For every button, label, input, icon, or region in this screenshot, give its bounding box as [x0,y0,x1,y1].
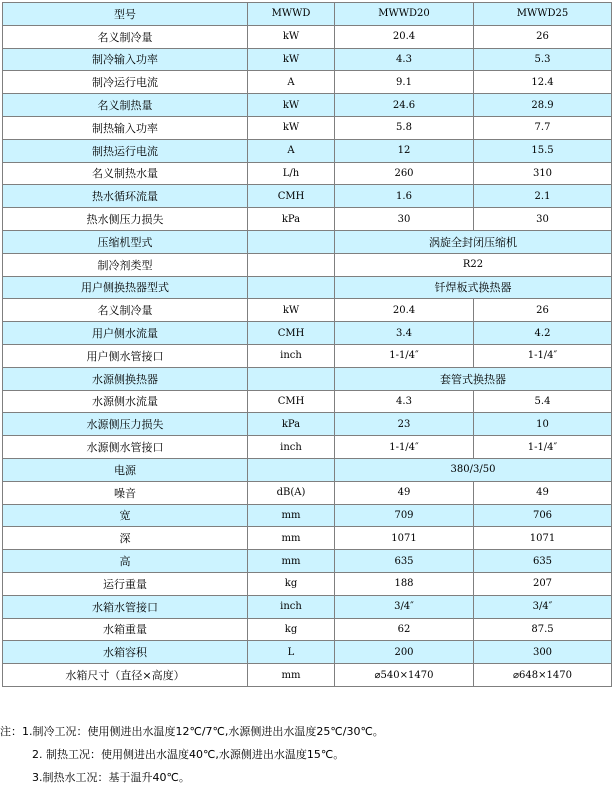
cell-mwwd25: 1-1/4″ [474,344,612,367]
cell-unit [248,276,335,299]
cell-merged-value: 涡旋全封闭压缩机 [335,230,612,253]
notes [0,720,384,789]
cell-unit: MWWD [248,3,335,26]
cell-mwwd20: 200 [335,641,474,664]
table-row [3,344,612,367]
cell-mwwd20: 30 [335,208,474,231]
cell-unit: mm [248,664,335,687]
cell-mwwd20: 4.3 [335,390,474,413]
cell-mwwd20: 24.6 [335,94,474,117]
cell-mwwd25: 2.1 [474,185,612,208]
table-row [3,48,612,71]
table-row [3,3,612,26]
cell-mwwd20: 23 [335,413,474,436]
cell-label: 宽 [3,504,248,527]
cell-label: 水源侧水管接口 [3,436,248,459]
cell-mwwd25: MWWD25 [474,3,612,26]
cell-mwwd25: 26 [474,25,612,48]
cell-label: 水箱尺寸（直径×高度） [3,664,248,687]
table-row [3,595,612,618]
cell-mwwd25: 10 [474,413,612,436]
cell-unit: A [248,71,335,94]
cell-mwwd20: 49 [335,481,474,504]
table-row [3,322,612,345]
cell-mwwd25: 1071 [474,527,612,550]
cell-mwwd20: 20.4 [335,299,474,322]
cell-mwwd20: 4.3 [335,48,474,71]
table-row [3,504,612,527]
table-row [3,116,612,139]
spec-table-body [3,3,612,687]
cell-unit: kW [248,116,335,139]
cell-label: 高 [3,550,248,573]
table-row [3,413,612,436]
cell-unit: CMH [248,185,335,208]
cell-label: 名义制冷量 [3,25,248,48]
cell-unit: CMH [248,390,335,413]
table-row [3,253,612,276]
table-row [3,276,612,299]
cell-unit: kPa [248,413,335,436]
spec-table [2,2,612,687]
cell-unit: kW [248,299,335,322]
cell-label: 制冷输入功率 [3,48,248,71]
cell-mwwd20: 1.6 [335,185,474,208]
cell-mwwd25: 3/4″ [474,595,612,618]
cell-merged-value: 套管式换热器 [335,367,612,390]
cell-label: 名义制热水量 [3,162,248,185]
cell-mwwd20: MWWD20 [335,3,474,26]
cell-mwwd25: 28.9 [474,94,612,117]
cell-label: 水源侧换热器 [3,367,248,390]
cell-mwwd20: 1-1/4″ [335,344,474,367]
cell-unit: mm [248,550,335,573]
cell-mwwd25: 49 [474,481,612,504]
cell-mwwd20: 20.4 [335,25,474,48]
table-row [3,208,612,231]
cell-label: 热水循环流量 [3,185,248,208]
cell-label: 用户侧换热器型式 [3,276,248,299]
cell-unit: inch [248,344,335,367]
table-row [3,390,612,413]
cell-merged-value: 380/3/50 [335,458,612,481]
cell-unit: mm [248,504,335,527]
cell-unit: A [248,139,335,162]
cell-mwwd20: 1071 [335,527,474,550]
cell-mwwd25: 87.5 [474,618,612,641]
note-3: 3.制热水工况：基于温升40℃。 [32,771,190,784]
table-row [3,71,612,94]
table-row [3,162,612,185]
cell-unit: L [248,641,335,664]
cell-label: 水箱水管接口 [3,595,248,618]
cell-mwwd25: 5.3 [474,48,612,71]
cell-unit: kW [248,25,335,48]
cell-mwwd20: 3/4″ [335,595,474,618]
cell-mwwd25: 15.5 [474,139,612,162]
table-row [3,139,612,162]
cell-label: 名义制冷量 [3,299,248,322]
cell-mwwd20: 3.4 [335,322,474,345]
cell-label: 名义制热量 [3,94,248,117]
cell-unit: mm [248,527,335,550]
cell-mwwd25: 7.7 [474,116,612,139]
cell-mwwd25: 26 [474,299,612,322]
table-row [3,94,612,117]
cell-mwwd25: 300 [474,641,612,664]
table-row [3,527,612,550]
table-row [3,572,612,595]
table-row [3,25,612,48]
cell-label: 噪音 [3,481,248,504]
table-row [3,664,612,687]
note-2: 2. 制热工况：使用侧进出水温度40℃,水源侧进出水温度15℃。 [32,748,345,761]
table-row [3,481,612,504]
cell-unit [248,458,335,481]
table-row [3,436,612,459]
cell-mwwd20: ⌀540×1470 [335,664,474,687]
cell-mwwd20: 709 [335,504,474,527]
cell-label: 热水侧压力损失 [3,208,248,231]
cell-mwwd20: 9.1 [335,71,474,94]
cell-mwwd20: 5.8 [335,116,474,139]
cell-unit: kW [248,48,335,71]
cell-unit: kg [248,618,335,641]
cell-mwwd20: 1-1/4″ [335,436,474,459]
cell-unit: kW [248,94,335,117]
cell-mwwd25: 207 [474,572,612,595]
cell-unit [248,253,335,276]
cell-mwwd25: 5.4 [474,390,612,413]
cell-unit: inch [248,595,335,618]
cell-mwwd20: 260 [335,162,474,185]
table-row [3,641,612,664]
cell-unit: kPa [248,208,335,231]
cell-mwwd25: 310 [474,162,612,185]
cell-label: 用户侧水管接口 [3,344,248,367]
cell-label: 压缩机型式 [3,230,248,253]
table-row [3,550,612,573]
cell-mwwd25: 1-1/4″ [474,436,612,459]
cell-label: 水源侧水流量 [3,390,248,413]
cell-label: 深 [3,527,248,550]
cell-label: 水源侧压力损失 [3,413,248,436]
cell-label: 用户侧水流量 [3,322,248,345]
cell-mwwd20: 12 [335,139,474,162]
cell-unit: inch [248,436,335,459]
cell-label: 运行重量 [3,572,248,595]
table-row [3,185,612,208]
cell-label: 电源 [3,458,248,481]
table-row [3,367,612,390]
note-1: 注：1.制冷工况：使用侧进出水温度12℃/7℃,水源侧进出水温度25℃/30℃。 [0,725,384,738]
cell-label: 制冷运行电流 [3,71,248,94]
cell-label: 型号 [3,3,248,26]
cell-unit [248,230,335,253]
cell-mwwd25: 12.4 [474,71,612,94]
cell-merged-value: 钎焊板式换热器 [335,276,612,299]
cell-label: 水箱容积 [3,641,248,664]
cell-mwwd25: 706 [474,504,612,527]
table-row [3,230,612,253]
cell-mwwd25: 4.2 [474,322,612,345]
cell-unit [248,367,335,390]
cell-label: 制热运行电流 [3,139,248,162]
cell-unit: kg [248,572,335,595]
cell-unit: L/h [248,162,335,185]
cell-unit: CMH [248,322,335,345]
table-row [3,299,612,322]
cell-mwwd25: ⌀648×1470 [474,664,612,687]
cell-mwwd20: 188 [335,572,474,595]
table-row [3,618,612,641]
cell-mwwd25: 30 [474,208,612,231]
cell-unit: dB(A) [248,481,335,504]
cell-mwwd25: 635 [474,550,612,573]
cell-label: 制热输入功率 [3,116,248,139]
cell-mwwd20: 635 [335,550,474,573]
table-row [3,458,612,481]
cell-mwwd20: 62 [335,618,474,641]
cell-label: 制冷剂类型 [3,253,248,276]
cell-label: 水箱重量 [3,618,248,641]
cell-merged-value: R22 [335,253,612,276]
